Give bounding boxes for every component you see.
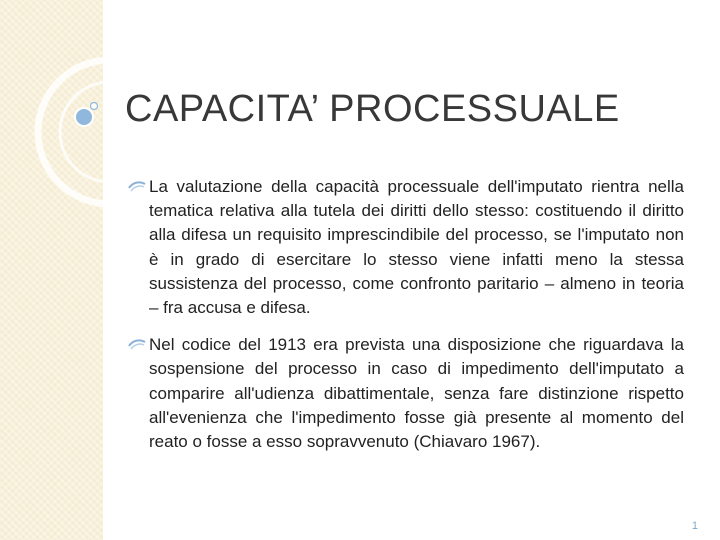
bullet-item [128,333,684,454]
swoosh-bullet-icon [128,337,146,351]
bullet-text: La valutazione della capacità processuale dell'imputato rientra nella tematica relativa alla tutela dei diritti dello stesso: costituendo il diritto alla difesa un requisito imprescindibile del processo, se l'imputato non è in grado di esercitare lo stesso viene infatti meno la stessa sussistenza del processo, come confronto paritario – almeno in teoria – fra accusa e difesa. [149,177,684,318]
bullet-list [128,175,684,467]
slide-title: CAPACITA’ PROCESSUALE [125,88,620,130]
bullet-item [128,175,684,320]
swoosh-bullet-icon [128,179,146,193]
page-number: 1 [691,520,698,532]
bullet-text: Nel codice del 1913 era prevista una disposizione che riguardava la sospensione del processo in caso di impedimento dell'imputato a comparire all'udienza dibattimentale, senza fare distinzione rispetto all'evenienza che l'impedimento fosse già presente al momento del reato o fosse a esso sopravvenuto (Chiavaro 1967). [149,335,684,452]
